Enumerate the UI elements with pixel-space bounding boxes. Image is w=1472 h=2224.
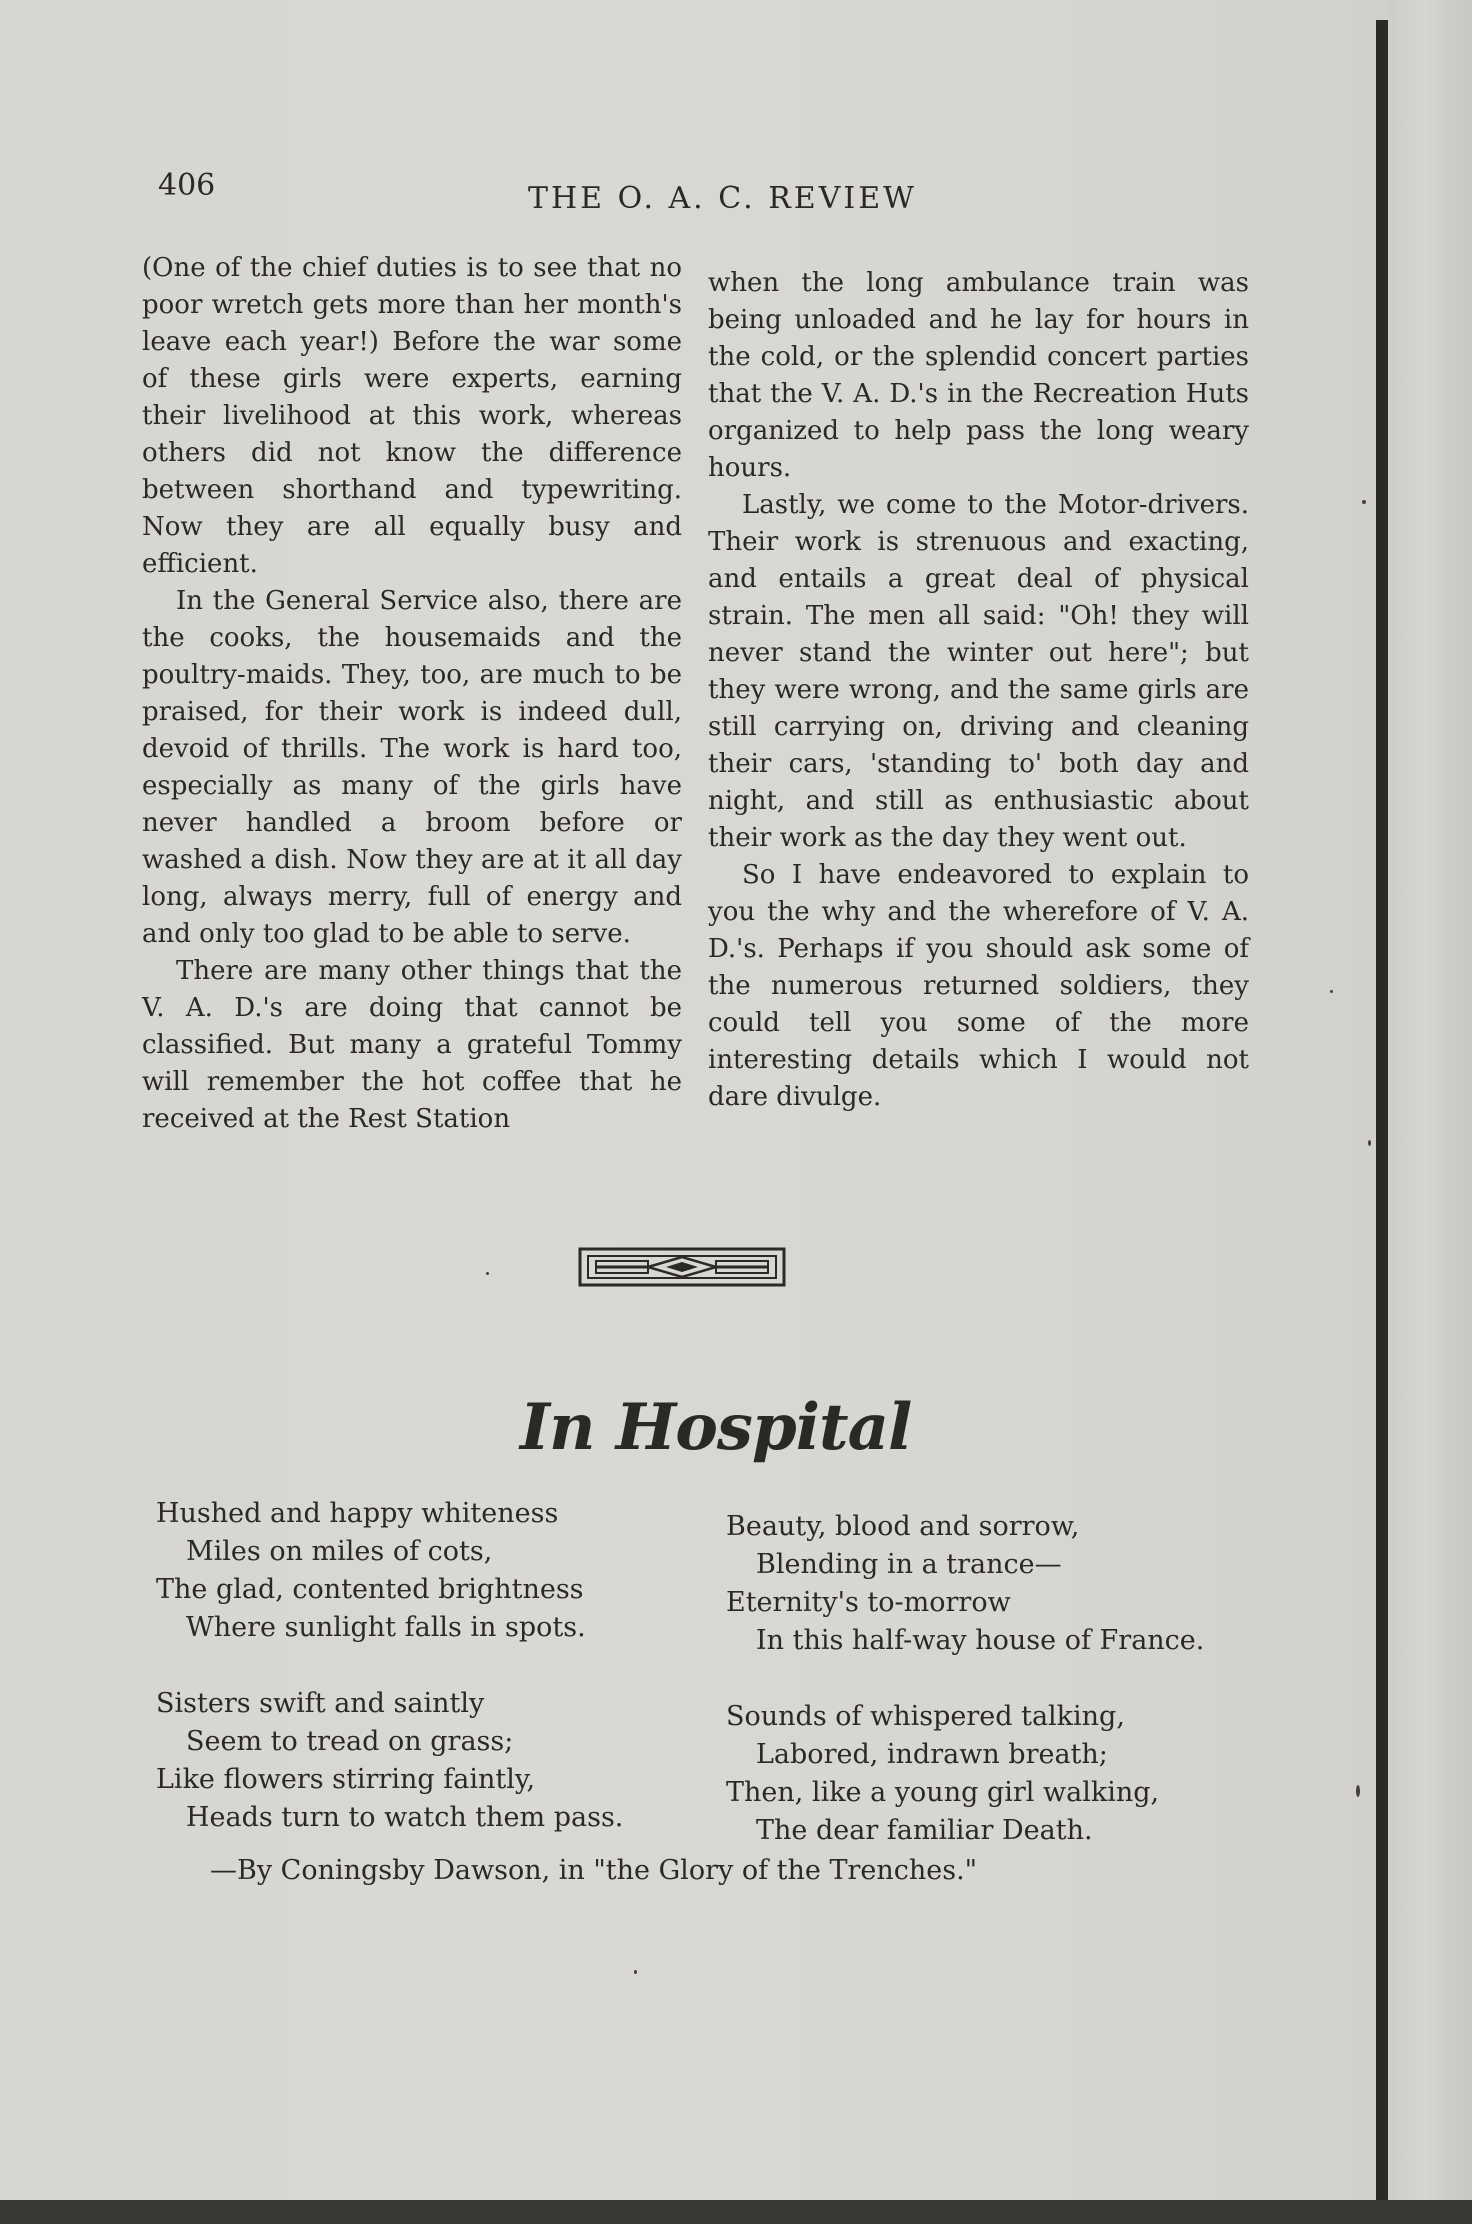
page-number: 406 (158, 168, 216, 203)
poem-line: Then, like a young girl walking, (726, 1777, 1160, 1808)
poem-attribution: —By Coningsby Dawson, in "the Glory of the Trenches." (210, 1855, 978, 1886)
poem-line: The dear familiar Death. (756, 1815, 1093, 1846)
poem-line: Hushed and happy whiteness (156, 1498, 559, 1529)
stanza-break (156, 1647, 623, 1685)
poem-line: Beauty, blood and sorrow, (726, 1511, 1080, 1542)
article-left-column (142, 250, 682, 1138)
binding-gutter (1376, 20, 1388, 2200)
paper-speck (634, 1970, 637, 1974)
article-paragraph: (One of the chief duties is to see that no poor wretch gets more than her month's leave each year!) Before the war some of these girls were experts, earning their livelihood at this work, whereas others did not know the difference between shorthand and typewriting. Now they are all equally busy and efficient. (142, 253, 682, 579)
poem-line: Heads turn to watch them pass. (186, 1802, 624, 1833)
stanza-break (726, 1660, 1204, 1698)
scan-bottom-border (0, 2200, 1472, 2224)
paper-speck (1368, 1140, 1371, 1146)
article-paragraph: In the General Service also, there are the cooks, the housemaids and the poultry-maids. They, too, are much to be praised, for their work is indeed dull, devoid of thrills. The work is hard too, especially as many of the girls have never handled a broom before or washed a dish. Now they are at it all day long, always merry, full of energy and and only too glad to be able to serve. (142, 586, 682, 949)
article-paragraph: There are many other things that the V. A. D.'s are doing that cannot be classified. But many a grateful Tommy will remember the hot coffee that he received at the Rest Station (142, 956, 682, 1134)
article-right-column (708, 265, 1249, 1116)
poem-line: The glad, contented brightness (156, 1574, 584, 1605)
poem-line: Where sunlight falls in spots. (186, 1612, 586, 1643)
paper-speck (1330, 990, 1333, 993)
article-paragraph: when the long ambulance train was being unloaded and he lay for hours in the cold, or the splendid concert parties that the V. A. D.'s in the Recreation Huts organized to help pass the long weary hours. (708, 268, 1249, 483)
paper-speck (1362, 500, 1366, 504)
poem-line: Labored, indrawn breath; (756, 1739, 1108, 1770)
poem-right-column (726, 1508, 1204, 1850)
poem-line: Blending in a trance— (756, 1549, 1062, 1580)
poem-line: Like flowers stirring faintly, (156, 1764, 536, 1795)
poem-title: In Hospital (520, 1390, 912, 1465)
poem-line: Eternity's to-morrow (726, 1587, 1011, 1618)
poem-line: Sounds of whispered talking, (726, 1701, 1125, 1732)
poem-line: In this half-way house of France. (756, 1625, 1205, 1656)
page-edge (1388, 0, 1472, 2224)
article-paragraph: So I have endeavored to explain to you the why and the wherefore of V. A. D.'s. Perhaps if you should ask some of the numerous returned soldiers, they could tell you some of the more interesting details which I would not dare divulge. (708, 860, 1249, 1112)
paper-speck (486, 1272, 489, 1275)
poem-line: Seem to tread on grass; (186, 1726, 514, 1757)
poem-left-column (156, 1495, 623, 1837)
paper-speck (1356, 1785, 1360, 1797)
poem-line: Sisters swift and saintly (156, 1688, 485, 1719)
article-paragraph: Lastly, we come to the Motor-drivers. Their work is strenuous and exacting, and entails a great deal of physical strain. The men all said: "Oh! they will never stand the winter out here"; but they were wrong, and the same girls are still carrying on, driving and cleaning their cars, 'standing to' both day and night, and still as enthusiastic about their work as the day they went out. (708, 490, 1249, 853)
decorative-rule-ornament-icon (578, 1246, 786, 1288)
poem-line: Miles on miles of cots, (186, 1536, 493, 1567)
running-title: THE O. A. C. REVIEW (528, 181, 917, 216)
